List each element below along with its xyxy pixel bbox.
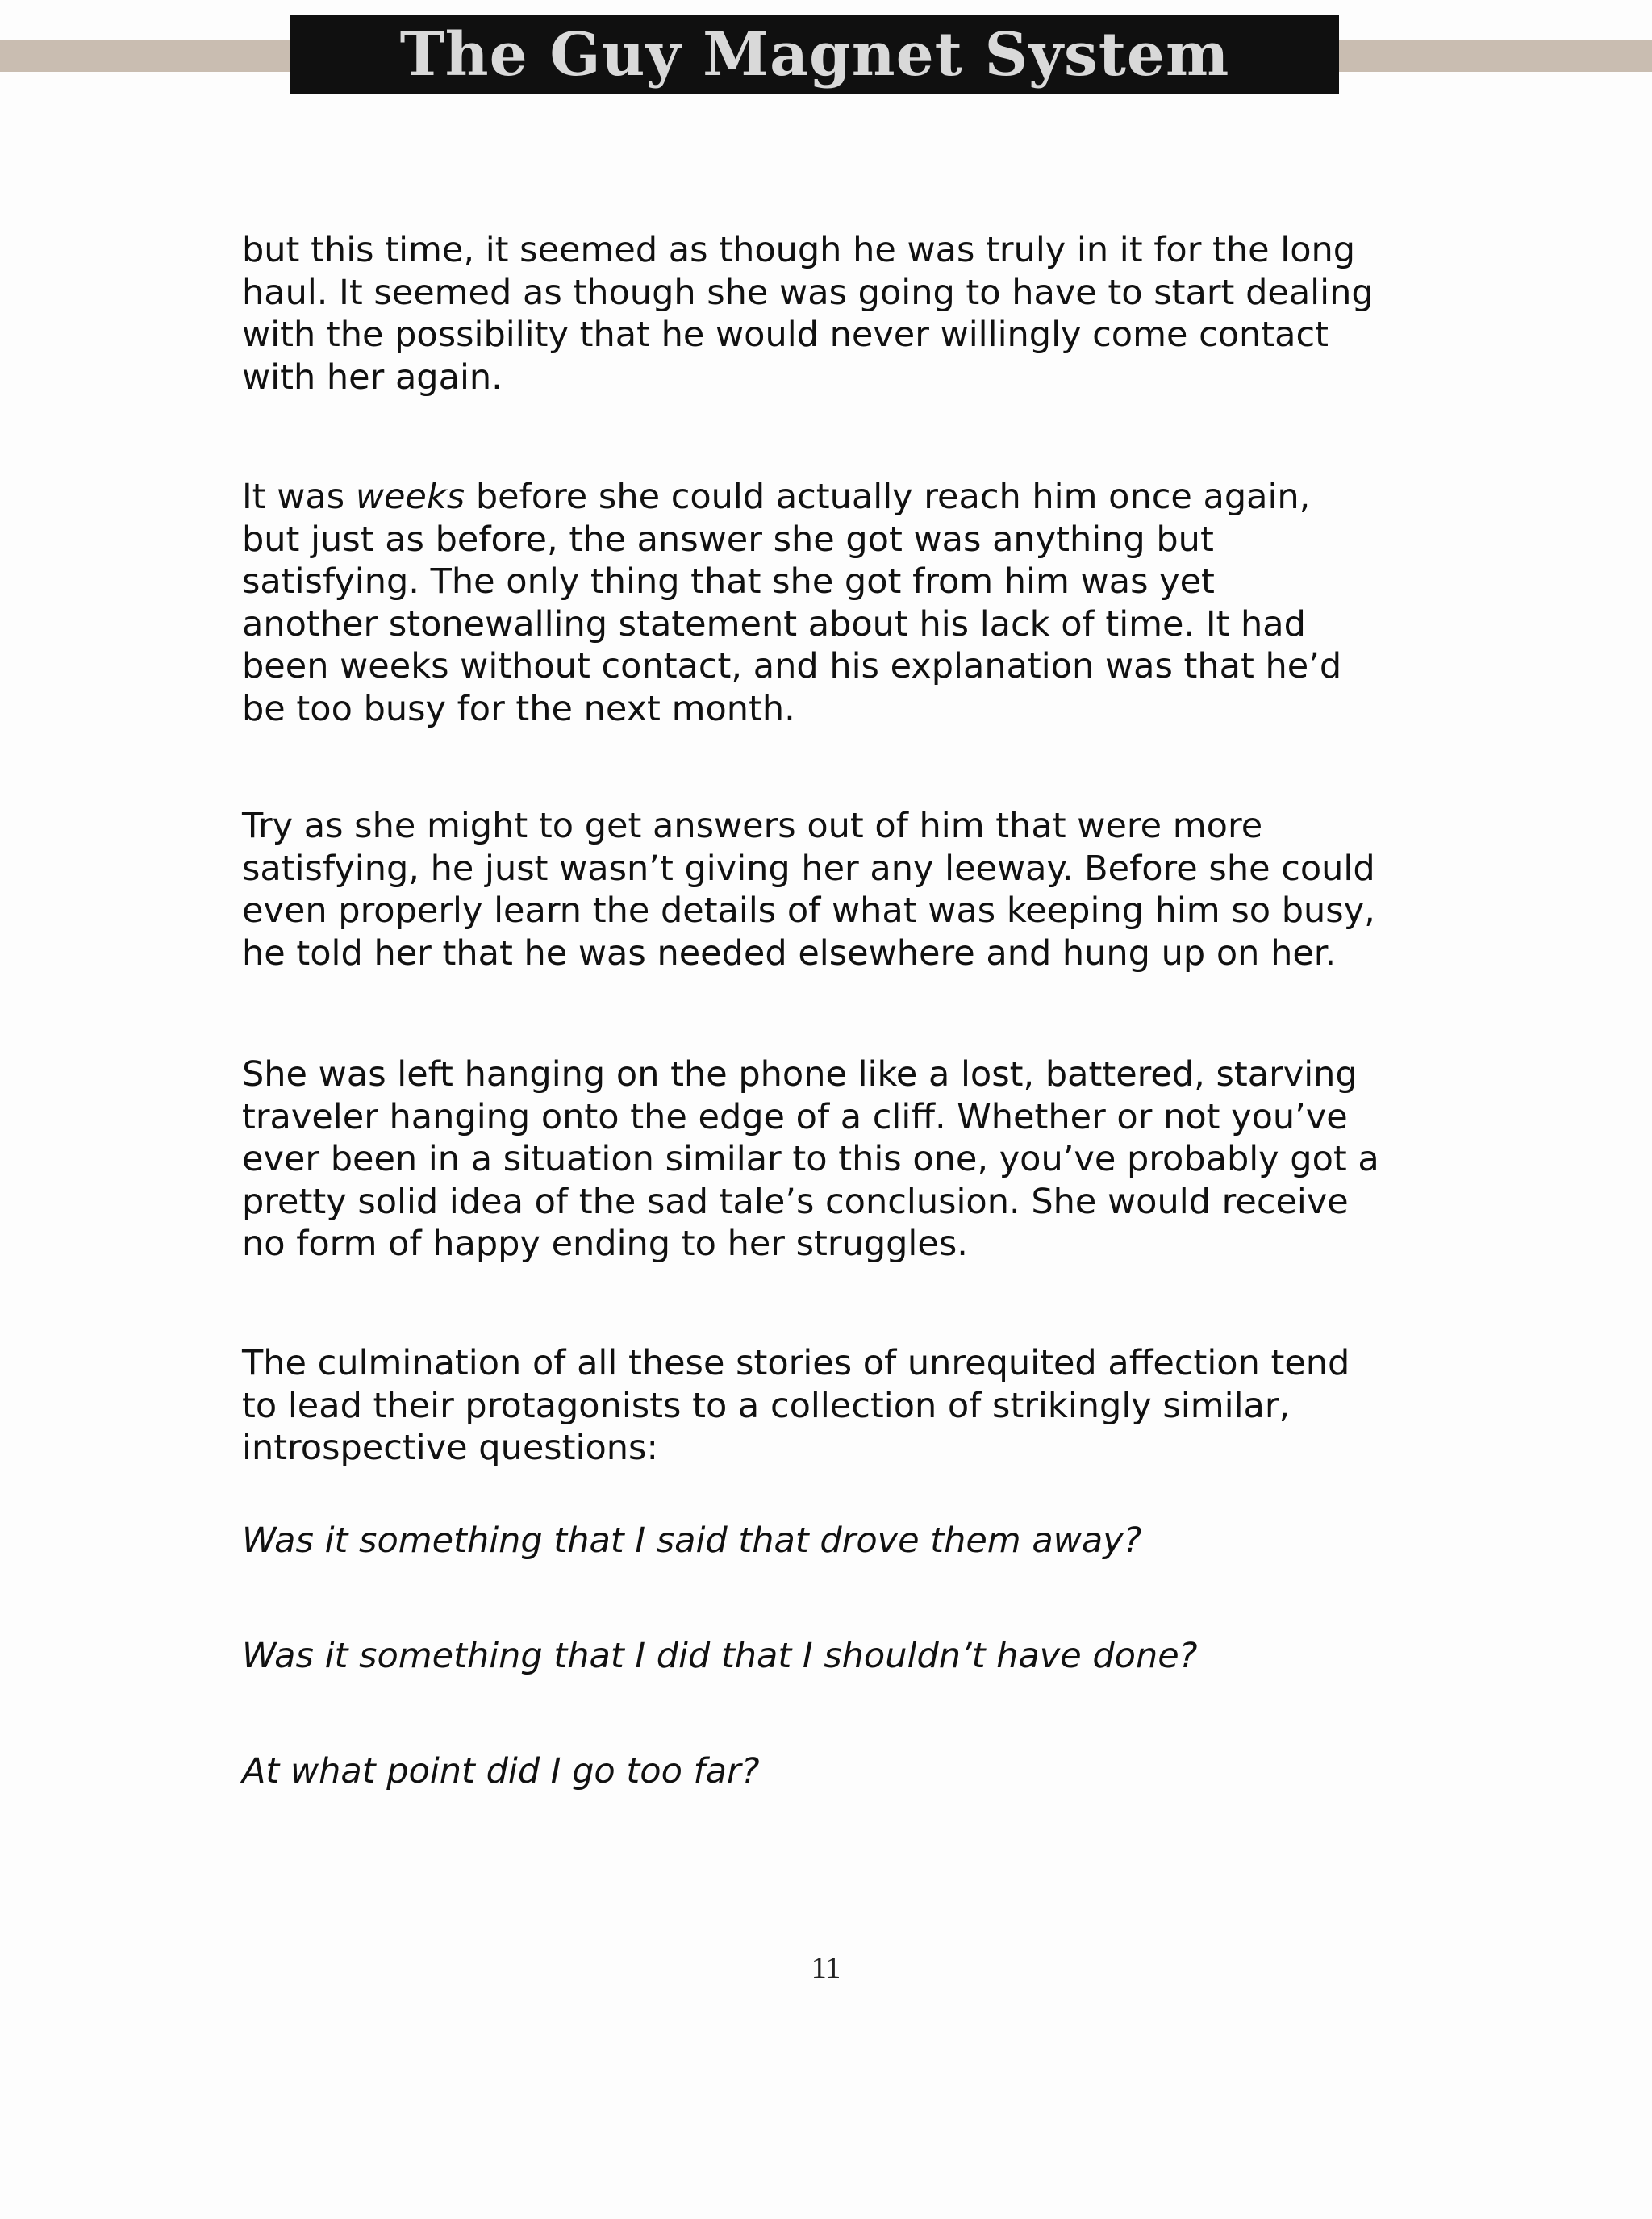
paragraph-4: [242, 1053, 1379, 1266]
paragraph-line: Try as she might to get answers out of him that were more: [242, 806, 1263, 846]
paragraph-line: ever been in a situation similar to this one, you’ve probably got a: [242, 1139, 1379, 1180]
question-1: Was it something that I said that drove them away?: [242, 1520, 1142, 1561]
paragraph-line: haul. It seemed as though she was going to have to start dealing: [242, 272, 1374, 313]
emphasis-text: weeks: [355, 477, 465, 517]
paragraph-line: another stonewalling statement about his lack of time. It had: [242, 603, 1306, 644]
paragraph-line: with the possibility that he would never willingly come contact: [242, 315, 1329, 356]
question-2: Was it something that I did that I shouldn’t have done?: [242, 1636, 1198, 1676]
page-number: 11: [811, 1951, 841, 1985]
paragraph-line: She was left hanging on the phone like a lost, battered, starving: [242, 1054, 1358, 1095]
paragraph-line: traveler hanging onto the edge of a cliff. Whether or not you’ve: [242, 1096, 1348, 1137]
paragraph-line: he told her that he was needed elsewhere and hung up on her.: [242, 932, 1337, 974]
header-title-box: [290, 15, 1339, 94]
paragraph-line: The culmination of all these stories of unrequited affection tend: [242, 1343, 1350, 1383]
paragraph-line: but just as before, the answer she got was anything but: [242, 519, 1214, 560]
paragraph-line: satisfying. The only thing that she got from him was yet: [242, 561, 1215, 603]
paragraph-line: be too busy for the next month.: [242, 688, 795, 729]
paragraph-line: to lead their protagonists to a collection of strikingly similar,: [242, 1385, 1291, 1426]
paragraph-line: [242, 476, 1341, 519]
question-3: At what point did I go too far?: [242, 1751, 760, 1791]
paragraph-line: but this time, it seemed as though he was truly in it for the long: [242, 230, 1356, 270]
text-run: It was: [242, 477, 356, 517]
paragraph-line: been weeks without contact, and his explanation was that he’d: [242, 646, 1342, 687]
paragraph-1: [242, 229, 1374, 398]
paragraph-line: pretty solid idea of the sad tale’s conclusion. She would receive: [242, 1181, 1349, 1222]
paragraph-line: satisfying, he just wasn’t giving her any leeway. Before she could: [242, 848, 1375, 889]
paragraph-3: [242, 805, 1375, 974]
paragraph-2: [242, 476, 1341, 731]
document-title: The Guy Magnet System: [399, 20, 1230, 90]
text-run: before she could actually reach him once again,: [465, 477, 1311, 517]
paragraph-5: [242, 1342, 1350, 1470]
paragraph-line: introspective questions:: [242, 1428, 658, 1469]
paragraph-line: no form of happy ending to her struggles.: [242, 1224, 968, 1265]
paragraph-line: even properly learn the details of what was keeping him so busy,: [242, 891, 1375, 932]
paragraph-line: with her again.: [242, 357, 503, 398]
